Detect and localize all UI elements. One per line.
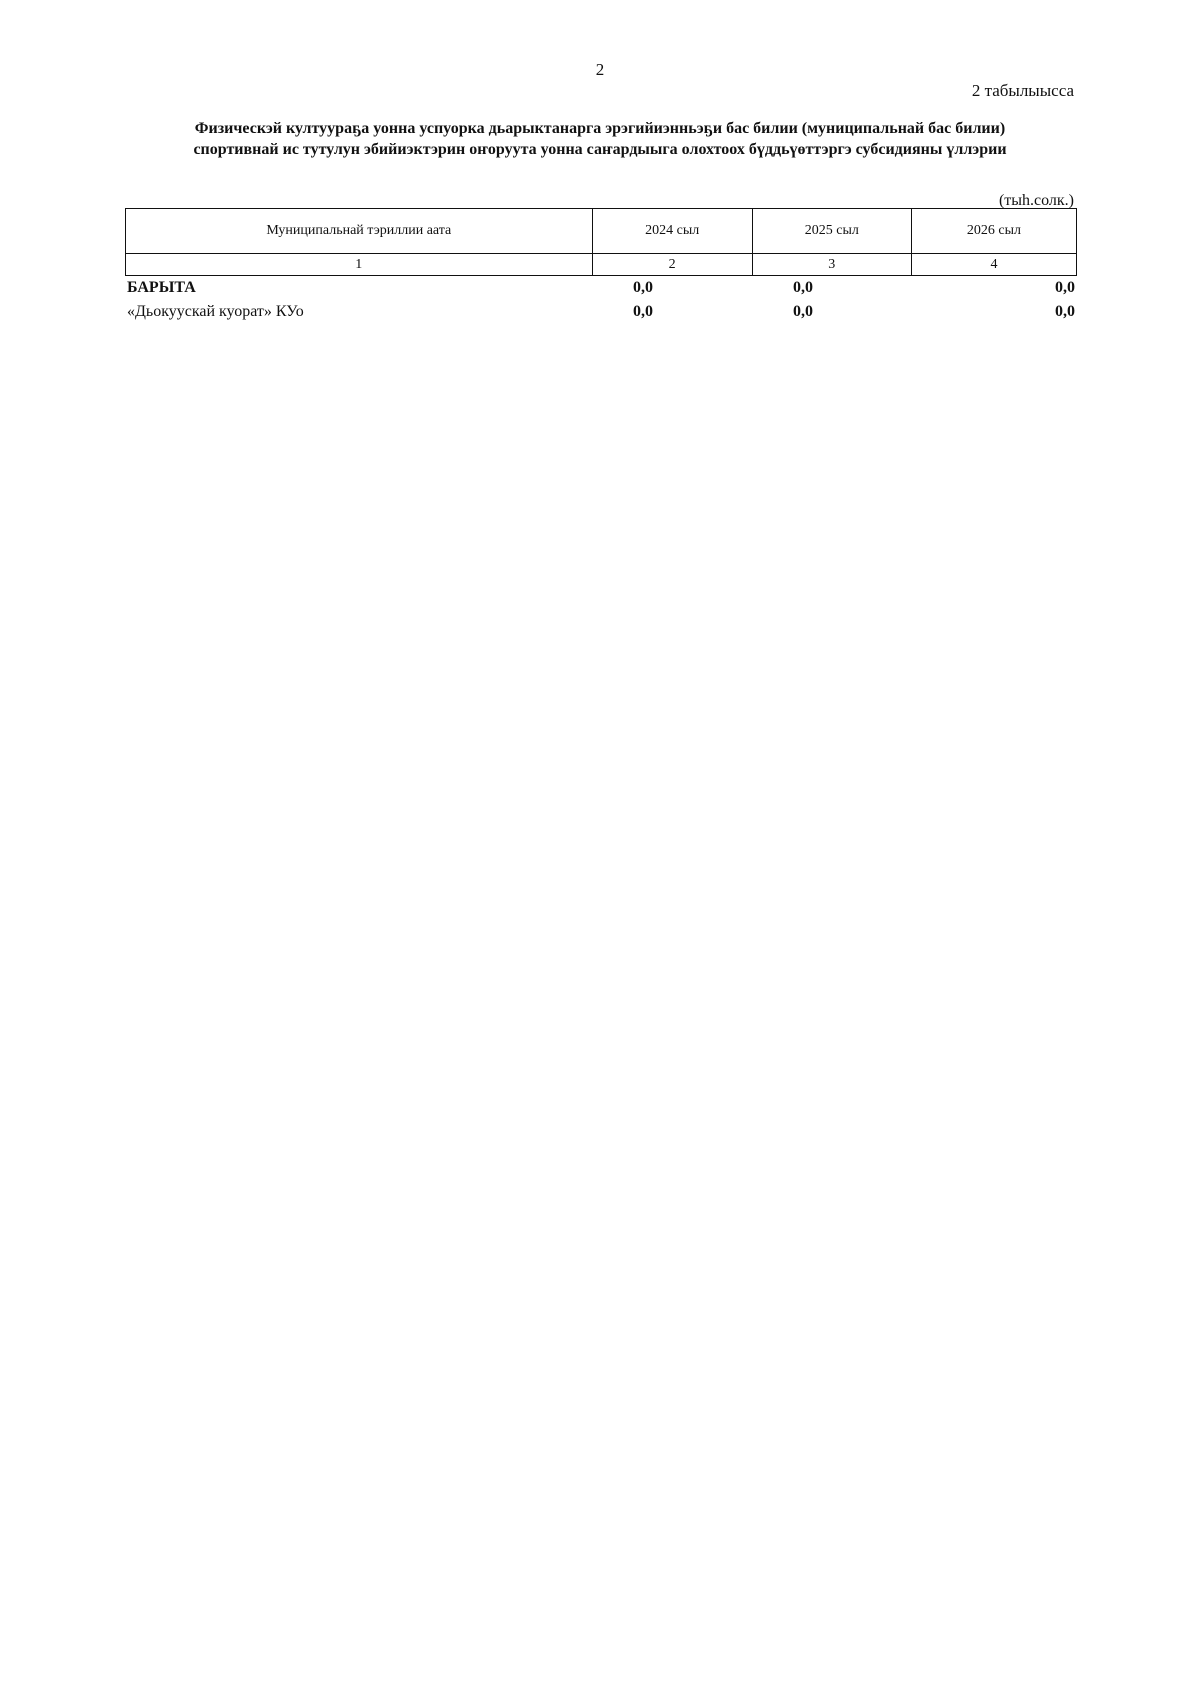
column-number-3: 3 — [752, 254, 911, 276]
row-name: БАРЫТА — [127, 279, 196, 296]
units-label: (тыһ.солк.) — [998, 192, 1074, 209]
table-header-row — [126, 209, 1077, 254]
header-2025: 2025 сыл — [752, 209, 911, 254]
header-2024: 2024 сыл — [592, 209, 752, 254]
value-2024: 0,0 — [633, 279, 653, 296]
table-row-total — [127, 279, 1077, 301]
column-number-4: 4 — [911, 254, 1076, 276]
table-column-numbers-row — [126, 254, 1077, 276]
value-2026: 0,0 — [1055, 279, 1075, 296]
header-2026: 2026 сыл — [911, 209, 1076, 254]
column-number-1: 1 — [126, 254, 593, 276]
table-row — [127, 303, 1077, 325]
column-number-2: 2 — [592, 254, 752, 276]
value-2025: 0,0 — [793, 303, 813, 320]
title-line-1: Физическэй култуураҕа уонна успуорка дьарыктанарга эрэгийиэнньэҕи бас билии (муниципальнай бас билии) — [194, 120, 1006, 137]
appendix-label: 2 табылыысса — [971, 81, 1074, 100]
title-line-2: спортивнай ис тутулун эбийиэктэрин оҥоруута уонна саҥардыыга олохтоох бүддьүөттэргэ субсидияны үллэрии — [193, 141, 1007, 158]
value-2025: 0,0 — [793, 279, 813, 296]
value-2026: 0,0 — [1055, 303, 1075, 320]
subsidy-table — [125, 208, 1077, 276]
document-title — [100, 118, 1100, 160]
row-name: «Дьокуускай куорат» КУо — [127, 303, 304, 320]
header-municipality: Муниципальнай тэриллии аата — [126, 209, 593, 254]
value-2024: 0,0 — [633, 303, 653, 320]
page-number: 2 — [595, 60, 605, 79]
